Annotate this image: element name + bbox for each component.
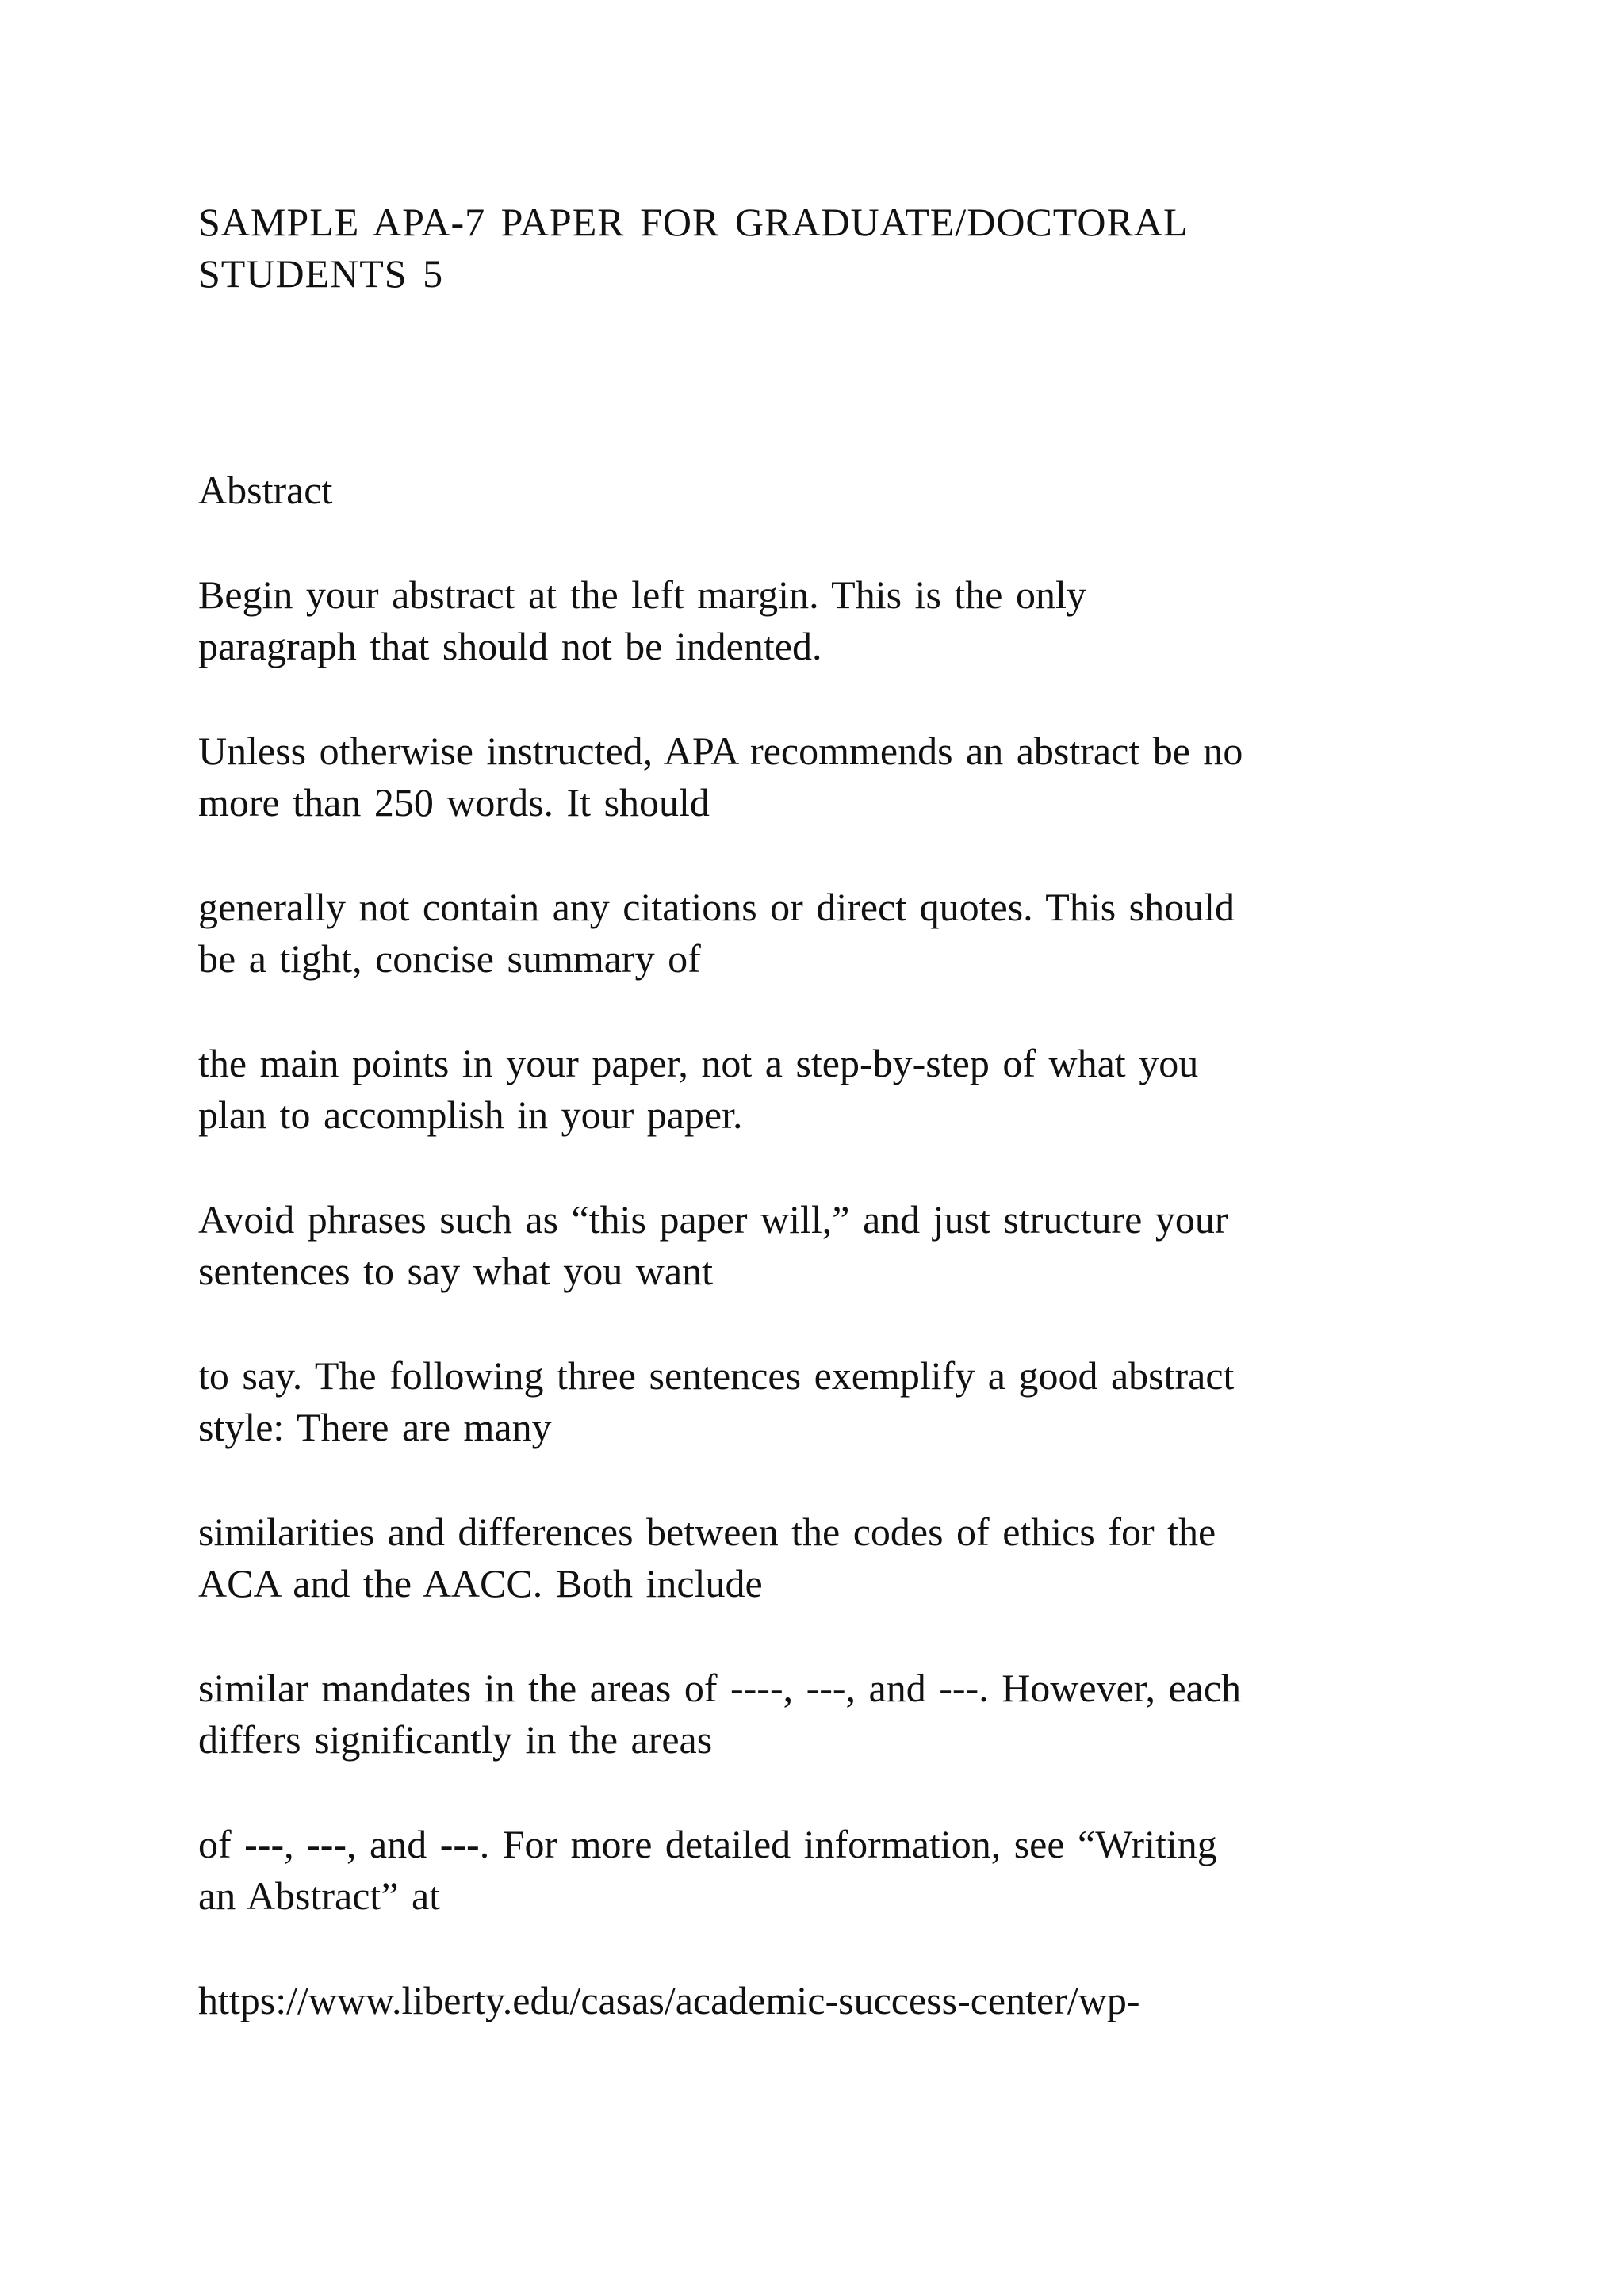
paragraph-line: more than 250 words. It should: [198, 780, 710, 825]
paragraph-line: similarities and differences between the codes of ethics for the: [198, 1510, 1216, 1554]
paragraph-line: Avoid phrases such as “this paper will,” and just structure your: [198, 1197, 1228, 1242]
paragraph-4: [198, 1038, 1451, 1141]
paragraph-5: [198, 1194, 1451, 1297]
paragraph-line: of ---, ---, and ---. For more detailed information, see “Writing: [198, 1822, 1217, 1866]
paragraph-line: Begin your abstract at the left margin. This is the only: [198, 572, 1086, 617]
paragraph-line: generally not contain any citations or direct quotes. This should: [198, 885, 1235, 929]
running-head-line-2: STUDENTS 5: [198, 251, 444, 296]
paragraph-line: style: There are many: [198, 1405, 552, 1449]
paragraph-2: [198, 725, 1451, 828]
paragraph-line: paragraph that should not be indented.: [198, 624, 822, 668]
paragraph-7: [198, 1506, 1451, 1609]
paragraph-line: differs significantly in the areas: [198, 1717, 713, 1762]
paragraph-line: to say. The following three sentences exemplify a good abstract: [198, 1353, 1235, 1398]
paragraph-6: [198, 1350, 1451, 1453]
document-body: [198, 197, 1451, 2026]
paragraph-9: [198, 1819, 1451, 1922]
paragraph-3: [198, 882, 1451, 985]
paragraph-line: an Abstract” at: [198, 1873, 441, 1918]
paragraph-line: sentences to say what you want: [198, 1249, 714, 1293]
abstract-heading: Abstract: [198, 468, 333, 512]
paragraph-line: similar mandates in the areas of ----, ---, and ---. However, each: [198, 1666, 1242, 1710]
paragraph-line: the main points in your paper, not a step-by-step of what you: [198, 1041, 1199, 1085]
paragraph-10-url: [198, 1975, 1451, 2026]
running-head: [198, 197, 1451, 300]
paragraph-line: be a tight, concise summary of: [198, 936, 701, 981]
paragraph-1: [198, 569, 1451, 672]
abstract-url-text: https://www.liberty.edu/casas/academic-success-center/wp-: [198, 1978, 1140, 2022]
paragraph-line: Unless otherwise instructed, APA recommends an abstract be no: [198, 729, 1243, 773]
paragraph-line: ACA and the AACC. Both include: [198, 1561, 763, 1605]
running-head-line-1: SAMPLE APA-7 PAPER FOR GRADUATE/DOCTORAL: [198, 200, 1189, 244]
paragraph-8: [198, 1663, 1451, 1766]
paragraph-line: plan to accomplish in your paper.: [198, 1093, 743, 1137]
